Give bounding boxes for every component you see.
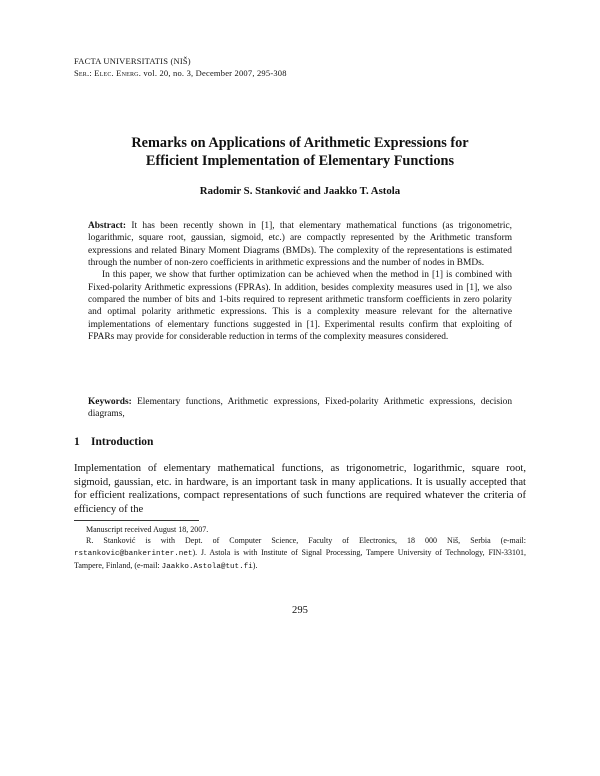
journal-details <box>74 67 287 79</box>
body-text: Implementation of elementary mathematical functions, as trigonometric, logarithmic, square root, sigmoid, gaussian, etc. in hardware, is an important task in many applications. It is usually accepted that for efficient realizations, compact representations of such functions are required whatever the criteria of efficiency of the <box>74 463 526 516</box>
journal-volume: vol. 20, no. 3, December 2007, 295-308 <box>143 68 287 78</box>
authors: Radomir S. Stanković and Jaakko T. Astola <box>199 185 401 197</box>
title-line-1: Remarks on Applications of Arithmetic Expressions for <box>131 135 469 151</box>
abstract-text-1: It has been recently shown in [1], that elementary mathematical functions (as trigonometric, logarithmic, square root, gaussian, sigmoid, etc.) are compactly represented by the Arithmetic transform expressions and related Binary Moment Diagrams (BMDs). The complexity of the representations is estimated through the number of non-zero coefficients in arithmetic expressions and the number of nodes in BMDs. <box>88 221 512 269</box>
footnote-email-2[interactable]: Jaakko.Astola@tut.fi <box>161 562 253 571</box>
journal-series: Ser.: Elec. Energ. <box>74 68 142 78</box>
section-number: 1 <box>74 436 80 448</box>
footnote-email-1[interactable]: rstankovic@bankerinter.net <box>74 549 193 558</box>
abstract-paragraph-2: In this paper, we show that further optimization can be achieved when the method in [1] is combined with Fixed-polarity Arithmetic expressions (FPRAs). In addition, besides complexity measures used in [1], we also compared the number of bits and 1-bits required to represent arithmetic transform coefficients in zero polarity and optimal polarity arithmetic expressions. This is a complexity measure relevant for the alternative implementations of elementary functions suggested in [1]. Experimental results confirm that exploiting of FPARs may provide for considerable reduction in terms of the complexity measures considered. <box>88 270 512 343</box>
section-title: Introduction <box>91 436 154 448</box>
footnote-text-1: R. Stanković is with Dept. of Computer Science, Faculty of Electronics, 18 000 Niš, Serbia (e-mail: <box>86 536 526 546</box>
footnote-received: Manuscript received August 18, 2007. <box>86 525 209 534</box>
paper-title <box>60 135 540 170</box>
page-number: 295 <box>292 605 308 616</box>
abstract <box>88 220 512 343</box>
journal-header <box>74 55 287 79</box>
footnote-text-2: ). J. Astola is with Institute of Signal Processing, Tampere University of Technology, FIN-33101, Tampere, Finland, (e-mail: <box>74 547 526 570</box>
abstract-paragraph-1 <box>88 220 512 269</box>
footnote-rule <box>74 520 199 521</box>
keywords-text: Elementary functions, Arithmetic expressions, Fixed-polarity Arithmetic expressions, decision diagrams, <box>88 397 513 420</box>
footnote-text-3: ). <box>252 560 258 570</box>
footnote-affiliations <box>74 535 526 573</box>
section-heading <box>74 436 153 448</box>
keywords <box>88 396 512 421</box>
abstract-label: Abstract: <box>88 221 127 231</box>
title-line-2: Efficient Implementation of Elementary Functions <box>145 152 455 169</box>
footnote <box>74 524 526 573</box>
keywords-label: Keywords: <box>88 397 132 407</box>
journal-name: FACTA UNIVERSITATIS (NIŠ) <box>74 56 191 66</box>
